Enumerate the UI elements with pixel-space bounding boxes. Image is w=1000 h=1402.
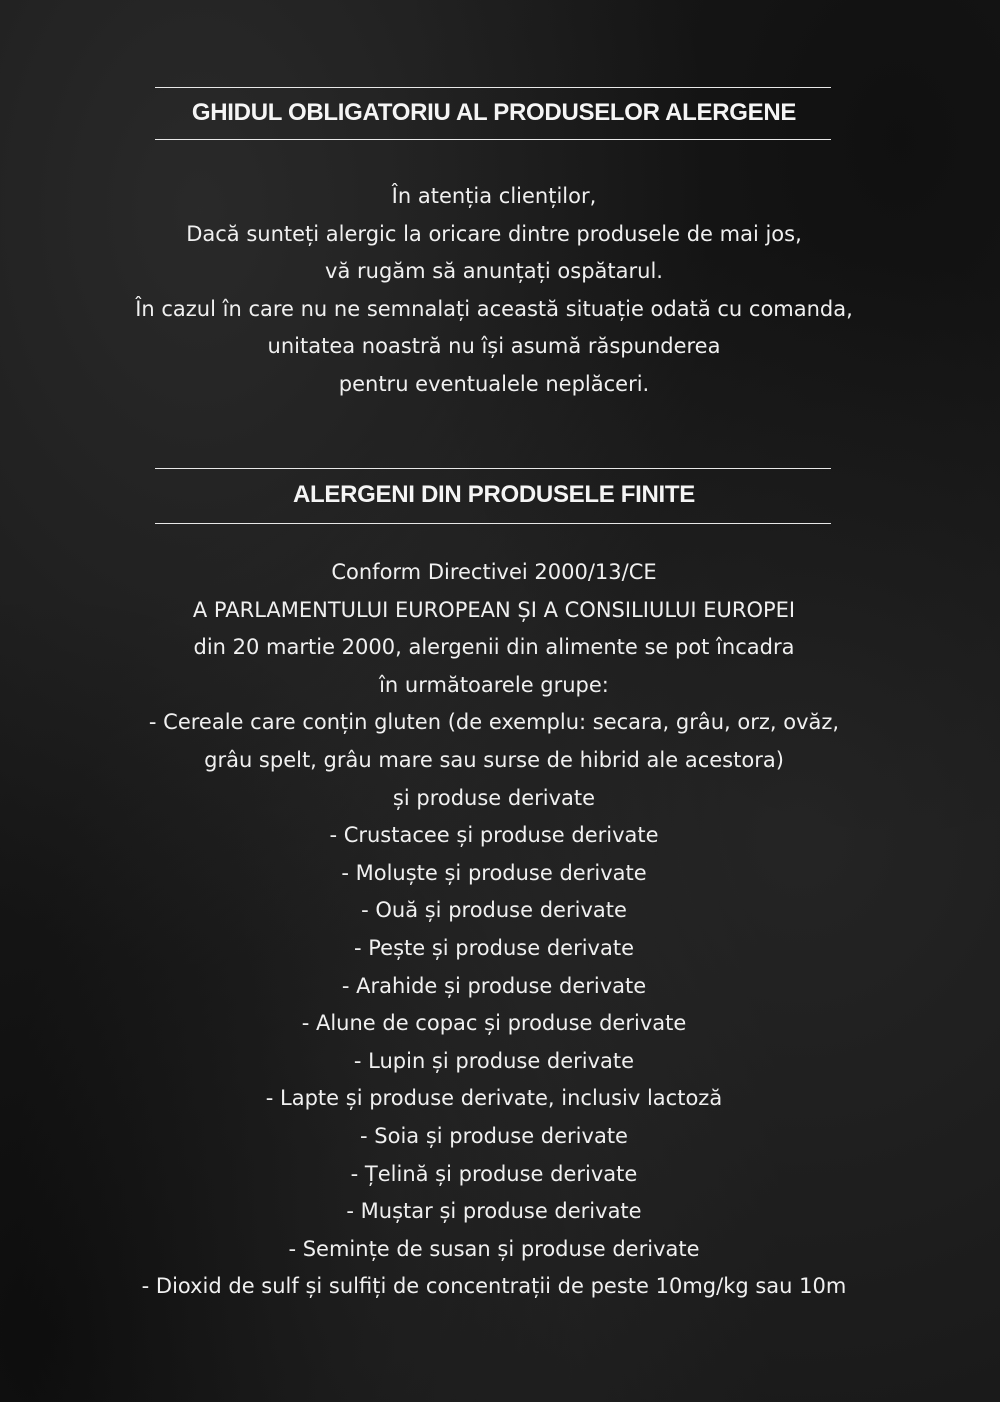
notice-line: unitatea noastră nu își asumă răspunderea <box>267 334 721 359</box>
section1-top-divider <box>155 87 831 88</box>
allergen-list-item: - Pește și produse derivate <box>353 935 634 960</box>
intro-line: A PARLAMENTULUI EUROPEAN ȘI A CONSILIULUI EUROPEI <box>192 597 796 622</box>
allergen-list-item: - Crustacee și produse derivate <box>329 823 659 848</box>
section2-bottom-divider <box>155 523 831 524</box>
directive-intro <box>0 554 988 1306</box>
customer-notice <box>0 178 988 404</box>
notice-line: Dacă sunteți alergic la oricare dintre produsele de mai jos, <box>186 221 802 246</box>
allergen-list-item: - Ouă și produse derivate <box>361 898 627 923</box>
section1-title: GHIDUL OBLIGATORIU AL PRODUSELOR ALERGENE <box>191 99 797 126</box>
notice-line: În atenția clienților, <box>391 184 597 208</box>
intro-line: din 20 martie 2000, alergenii din alimente se pot încadra <box>193 635 795 660</box>
section1-bottom-divider <box>155 139 831 140</box>
allergen-list-item: - Țelină și produse derivate <box>350 1161 638 1186</box>
allergen-list-item: - Muștar și produse derivate <box>346 1199 642 1224</box>
intro-line: în următoarele grupe: <box>379 672 609 697</box>
intro-line: Conform Directivei 2000/13/CE <box>331 560 657 584</box>
notice-line: vă rugăm să anunțați ospătarul. <box>325 259 663 284</box>
allergen-list-item: - Lupin și produse derivate <box>353 1048 635 1073</box>
allergen-list-item: - Cereale care conțin gluten (de exemplu: secara, grâu, orz, ovăz, <box>148 710 840 735</box>
allergen-list-item: - Lapte și produse derivate, inclusiv lactoză <box>265 1086 723 1111</box>
allergen-list-item: - Semințe de susan și produse derivate <box>288 1236 700 1261</box>
section2-top-divider <box>155 468 831 469</box>
allergen-list-item: grâu spelt, grâu mare sau surse de hibrid ale acestora) <box>204 747 784 772</box>
allergen-list-item: și produse derivate <box>392 785 596 810</box>
allergen-list-item: - Moluște și produse derivate <box>341 860 647 885</box>
allergen-list-item: - Dioxid de sulf și sulfiți de concentrații de peste 10mg/kg sau 10m <box>141 1274 847 1299</box>
allergen-list-item: - Soia și produse derivate <box>360 1123 628 1148</box>
notice-line: În cazul în care nu ne semnalați această situație odată cu comanda, <box>135 296 853 321</box>
allergen-list-item: - Arahide și produse derivate <box>341 973 647 998</box>
notice-line: pentru eventualele neplăceri. <box>338 371 650 396</box>
section2-title: ALERGENI DIN PRODUSELE FINITE <box>293 481 695 508</box>
allergen-list-item: - Alune de copac și produse derivate <box>301 1011 687 1036</box>
